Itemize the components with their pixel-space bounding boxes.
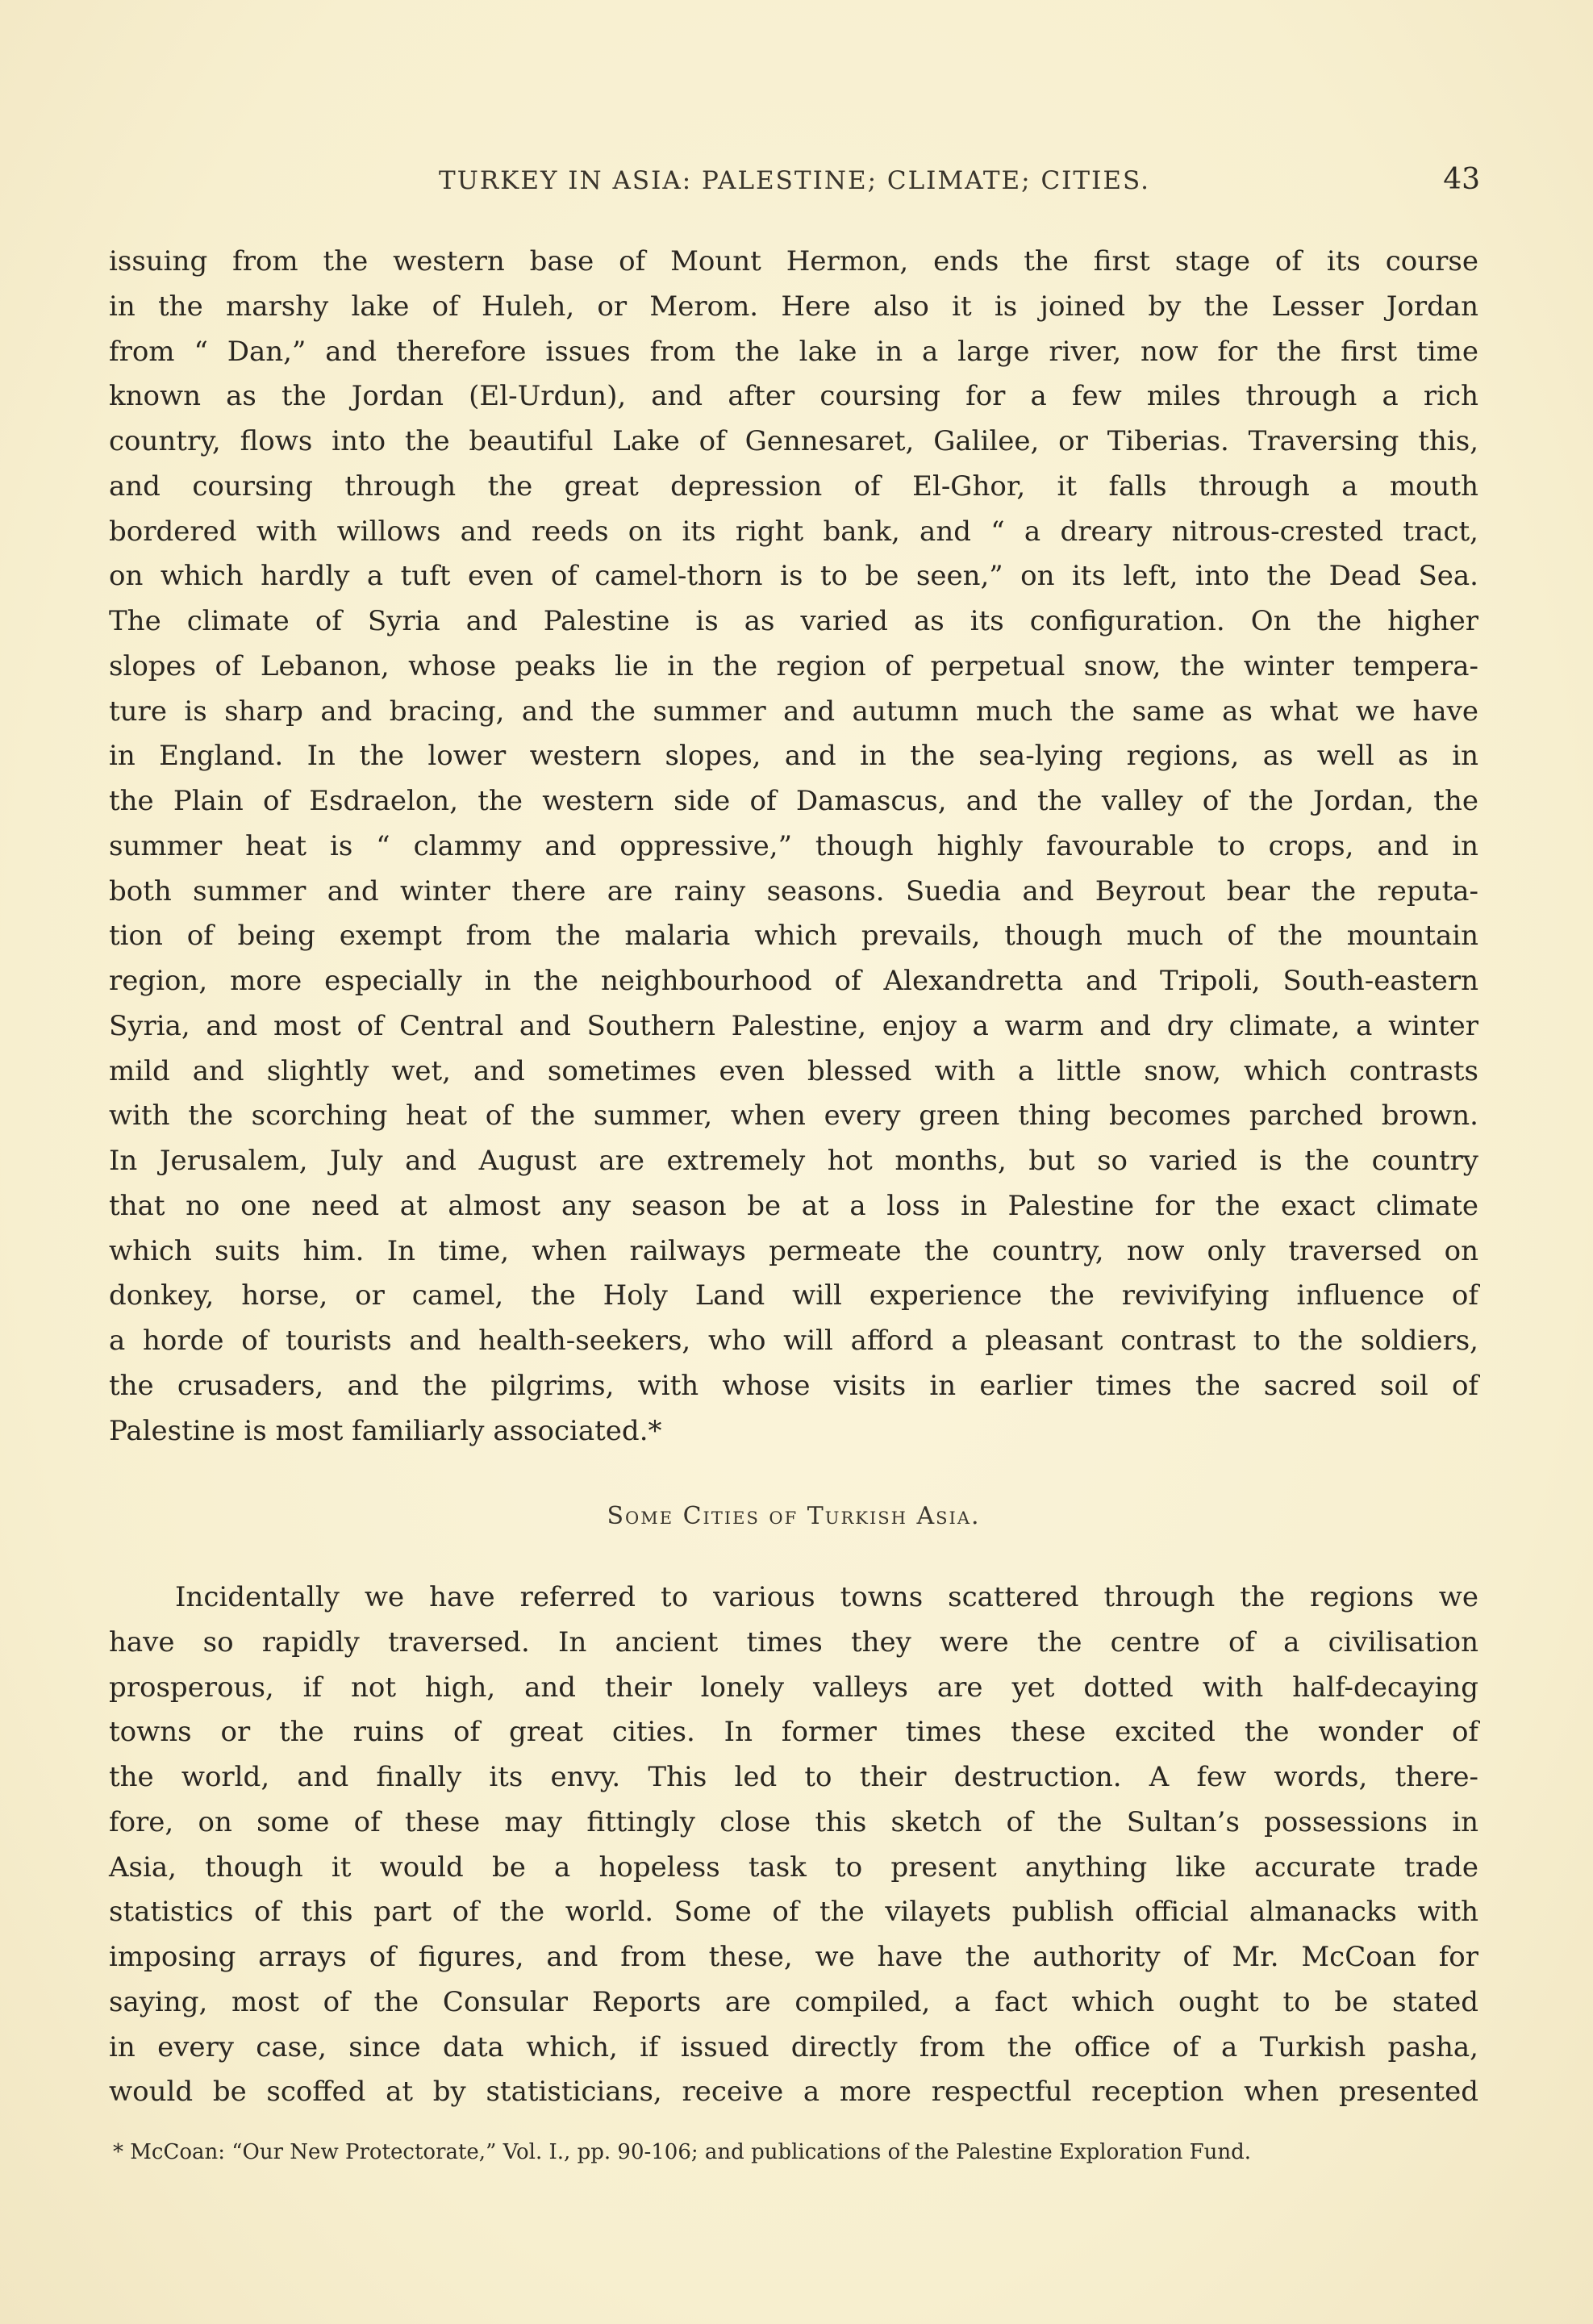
running-header (109, 161, 1480, 202)
section-heading: Some Cities of Turkish Asia. (607, 1502, 981, 1530)
text-line: that no one need at almost any season be at a loss in Palestine for the exact climate (109, 1189, 1478, 1222)
text-line: both summer and winter there are rainy seasons. Suedia and Beyrout bear the reputa- (109, 874, 1478, 907)
text-line: saying, most of the Consular Reports are compiled, a fact which ought to be stated (109, 1985, 1478, 2018)
text-line: fore, on some of these may fittingly close this sketch of the Sultan’s possessions in (109, 1805, 1478, 1838)
text-line: a horde of tourists and health-seekers, who will afford a pleasant contrast to the soldiers, (109, 1325, 1478, 1357)
text-line: in England. In the lower western slopes, and in the sea-lying regions, as well as in (109, 740, 1478, 773)
text-line: towns or the ruins of great cities. In former times these excited the wonder of (109, 1716, 1478, 1749)
text-line: the Plain of Esdraelon, the western side of Damascus, and the valley of the Jordan, the (109, 785, 1478, 817)
text-line: imposing arrays of figures, and from these, we have the authority of Mr. McCoan for (109, 1941, 1478, 1973)
text-line: donkey, horse, or camel, the Holy Land will experience the revivifying influence of (109, 1279, 1478, 1312)
text-line: slopes of Lebanon, whose peaks lie in the region of perpetual snow, the winter tempera- (109, 649, 1478, 682)
text-line: bordered with willows and reeds on its right bank, and “ a dreary nitrous-crested tract, (109, 515, 1478, 548)
running-title: TURKEY IN ASIA: PALESTINE; CLIMATE; CITIES. (439, 166, 1150, 195)
text-line: which suits him. In time, when railways permeate the country, now only traversed on (109, 1234, 1478, 1267)
text-line: from “ Dan,” and therefore issues from the lake in a large river, now for the first time (109, 335, 1478, 368)
text-line: ture is sharp and bracing, and the summer and autumn much the same as what we have (109, 695, 1478, 728)
paragraph-cities (109, 1575, 1478, 2115)
text-line: Palestine is most familiarly associated.* (109, 1414, 662, 1447)
text-line: and coursing through the great depression of El-Ghor, it falls through a mouth (109, 469, 1478, 503)
text-line: region, more especially in the neighbourhood of Alexandretta and Tripoli, South-eastern (109, 965, 1478, 997)
text-line: Incidentally we have referred to various towns scattered through the regions we (175, 1581, 1478, 1613)
text-line: In Jerusalem, July and August are extremely hot months, but so varied is the country (109, 1145, 1478, 1177)
text-line: with the scorching heat of the summer, when every green thing becomes parched brown. (109, 1099, 1478, 1133)
text-line: Syria, and most of Central and Southern Palestine, enjoy a warm and dry climate, a winter (109, 1009, 1478, 1042)
text-line: on which hardly a tuft even of camel-thorn is to be seen,” on its left, into the Dead Sea. (109, 560, 1478, 593)
text-line: The climate of Syria and Palestine is as varied as its configuration. On the higher (109, 605, 1478, 637)
text-line: prosperous, if not high, and their lonely valleys are yet dotted with half-decaying (109, 1671, 1478, 1704)
text-line: country, flows into the beautiful Lake of Gennesaret, Galilee, or Tiberias. Traversing this, (109, 425, 1478, 457)
text-line: in every case, since data which, if issued directly from the office of a Turkish pasha, (109, 2030, 1478, 2063)
text-line: issuing from the western base of Mount Hermon, ends the first stage of its course (109, 245, 1478, 277)
footnote: * McCoan: “Our New Protectorate,” Vol. I., pp. 90-106; and publications of the Palestine Exploration Fund. (113, 2140, 1252, 2164)
text-line: tion of being exempt from the malaria which prevails, though much of the mountain (109, 920, 1478, 953)
text-line: have so rapidly traversed. In ancient times they were the centre of a civilisation (109, 1625, 1478, 1659)
text-line: in the marshy lake of Huleh, or Merom. Here also it is joined by the Lesser Jordan (109, 290, 1478, 323)
text-line: mild and slightly wet, and sometimes even blessed with a little snow, which contrasts (109, 1054, 1478, 1087)
text-line: statistics of this part of the world. Some of the vilayets publish official almanacks with (109, 1896, 1478, 1929)
text-line: known as the Jordan (El-Urdun), and after coursing for a few miles through a rich (109, 380, 1478, 413)
text-line: would be scoffed at by statisticians, receive a more respectful reception when presented (109, 2076, 1478, 2109)
text-line: summer heat is “ clammy and oppressive,” though highly favourable to crops, and in (109, 829, 1478, 862)
text-line: the world, and finally its envy. This led to their destruction. A few words, there- (109, 1761, 1478, 1793)
text-line: Asia, though it would be a hopeless task to present anything like accurate trade (109, 1850, 1478, 1884)
paragraph-climate (109, 240, 1478, 1454)
text-line: the crusaders, and the pilgrims, with whose visits in earlier times the sacred soil of (109, 1369, 1478, 1402)
page-number: 43 (1443, 163, 1480, 196)
